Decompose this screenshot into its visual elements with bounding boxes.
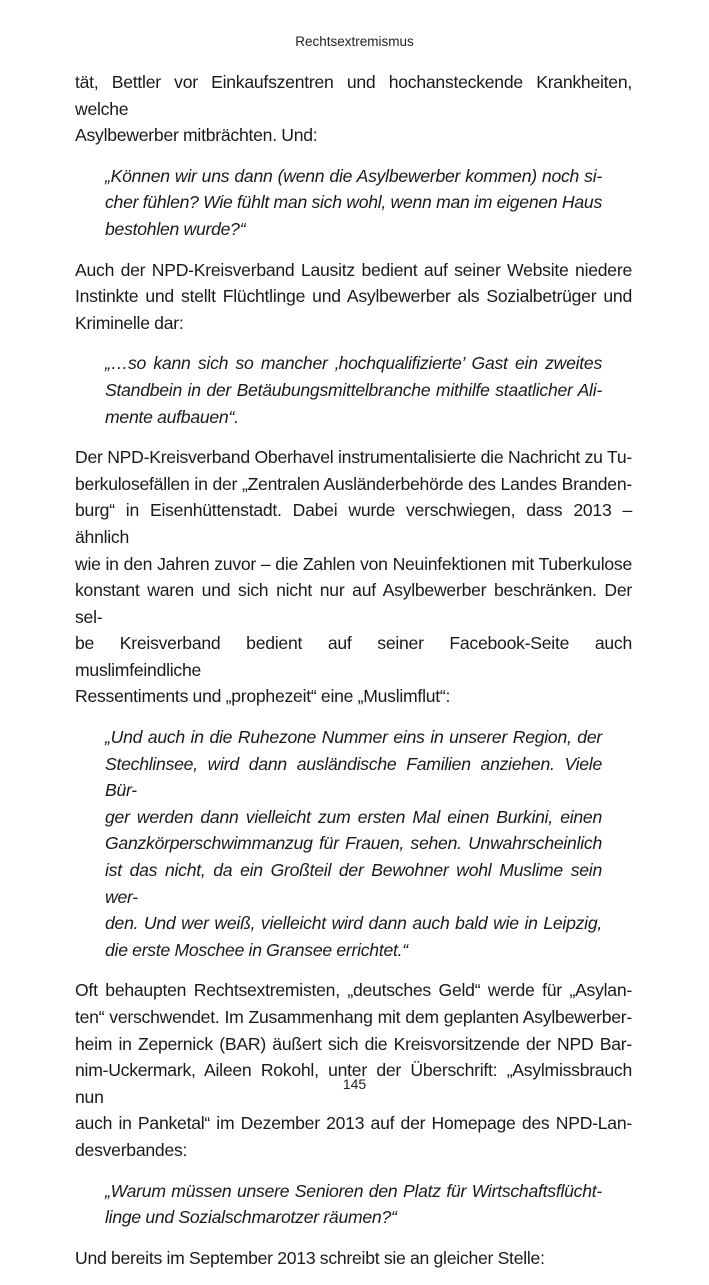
block-quote	[105, 163, 602, 243]
text-line: Asylbewerber mitbrächten. Und:	[75, 125, 318, 146]
text-line: „Warum müssen unsere Senioren den Platz für Wirtschaftsflücht-	[105, 1180, 602, 1201]
paragraph	[75, 444, 632, 710]
text-line: Ressentiments und „prophezeit“ eine „Muslimflut“:	[75, 686, 451, 707]
paragraph	[75, 1245, 632, 1272]
text-line: mente aufbauen“.	[105, 406, 239, 427]
text-line: „Können wir uns dann (wenn die Asylbewerber kommen) noch si-	[105, 165, 602, 186]
text-line: be Kreisverband bedient auf seiner Facebook-Seite auch muslimfeindliche	[75, 633, 632, 680]
paragraph	[75, 257, 632, 337]
text-line: Instinkte und stellt Flüchtlinge und Asylbewerber als Sozialbetrüger und	[75, 286, 632, 307]
text-line: Ganzkörperschwimmanzug für Frauen, sehen. Unwahrscheinlich	[105, 833, 602, 854]
text-line: Oft behaupten Rechtsextremisten, „deutsches Geld“ werde für „Asylan-	[75, 980, 632, 1001]
text-line: „Und auch in die Ruhezone Nummer eins in unserer Region, der	[105, 727, 602, 748]
block-quote	[105, 724, 602, 963]
running-header: Rechtsextremismus	[295, 34, 414, 49]
text-line: Auch der NPD-Kreisverband Lausitz bedient auf seiner Website niedere	[75, 259, 632, 280]
text-line: cher fühlen? Wie fühlt man sich wohl, wenn man im eigenen Haus	[105, 192, 602, 213]
paragraph	[75, 977, 632, 1163]
text-line: nim-Uckermark, Aileen Rokohl, unter der Überschrift: „Asylmissbrauch nun	[75, 1060, 632, 1107]
text-line: heim in Zepernick (BAR) äußert sich die Kreisvorsitzende der NPD Bar-	[75, 1033, 632, 1054]
text-line: berkulosefällen in der „Zentralen Ausländerbehörde des Landes Branden-	[75, 473, 632, 494]
text-line: konstant waren und sich nicht nur auf Asylbewerber beschränken. Der sel-	[75, 580, 632, 627]
text-line: Standbein in der Betäubungsmittelbranche mithilfe staatlicher Ali-	[105, 379, 602, 400]
text-line: wie in den Jahren zuvor – die Zahlen von Neuinfektionen mit Tuberkulose	[75, 553, 632, 574]
text-line: tät, Bettler vor Einkaufszentren und hochansteckende Krankheiten, welche	[75, 72, 632, 119]
text-line: Der NPD-Kreisverband Oberhavel instrumentalisierte die Nachricht zu Tu-	[75, 447, 632, 468]
text-line: ist das nicht, da ein Großteil der Bewohner wohl Muslime sein wer-	[105, 860, 602, 907]
text-line: desverbandes:	[75, 1139, 188, 1160]
text-line: Kriminelle dar:	[75, 312, 184, 333]
text-line: Stechlinsee, wird dann ausländische Familien anziehen. Viele Bür-	[105, 753, 602, 801]
text-line: linge und Sozialschmarotzer räumen?“	[105, 1207, 397, 1228]
body-text	[75, 69, 632, 1285]
paragraph	[75, 69, 632, 149]
text-line: den. Und wer weiß, vielleicht wird dann auch bald wie in Leipzig,	[105, 913, 602, 934]
text-line: ger werden dann vielleicht zum ersten Mal einen Burkini, einen	[105, 806, 602, 827]
block-quote	[105, 350, 602, 430]
text-line: ten“ verschwendet. Im Zusammenhang mit dem geplanten Asylbewerber-	[75, 1007, 632, 1027]
text-line: Und bereits im September 2013 schreibt sie an gleicher Stelle:	[75, 1247, 545, 1268]
text-line: „…so kann sich so mancher ‚hochqualifizierte’ Gast ein zweites	[105, 353, 602, 374]
page-number: 145	[342, 1076, 367, 1092]
block-quote	[105, 1178, 602, 1231]
text-line: bestohlen wurde?“	[105, 218, 246, 239]
text-line: burg“ in Eisenhüttenstadt. Dabei wurde verschwiegen, dass 2013 – ähnlich	[75, 500, 632, 547]
text-line: auch in Panketal“ im Dezember 2013 auf der Homepage des NPD-Lan-	[75, 1113, 632, 1134]
text-line: die erste Moschee in Gransee errichtet.“	[105, 939, 408, 960]
